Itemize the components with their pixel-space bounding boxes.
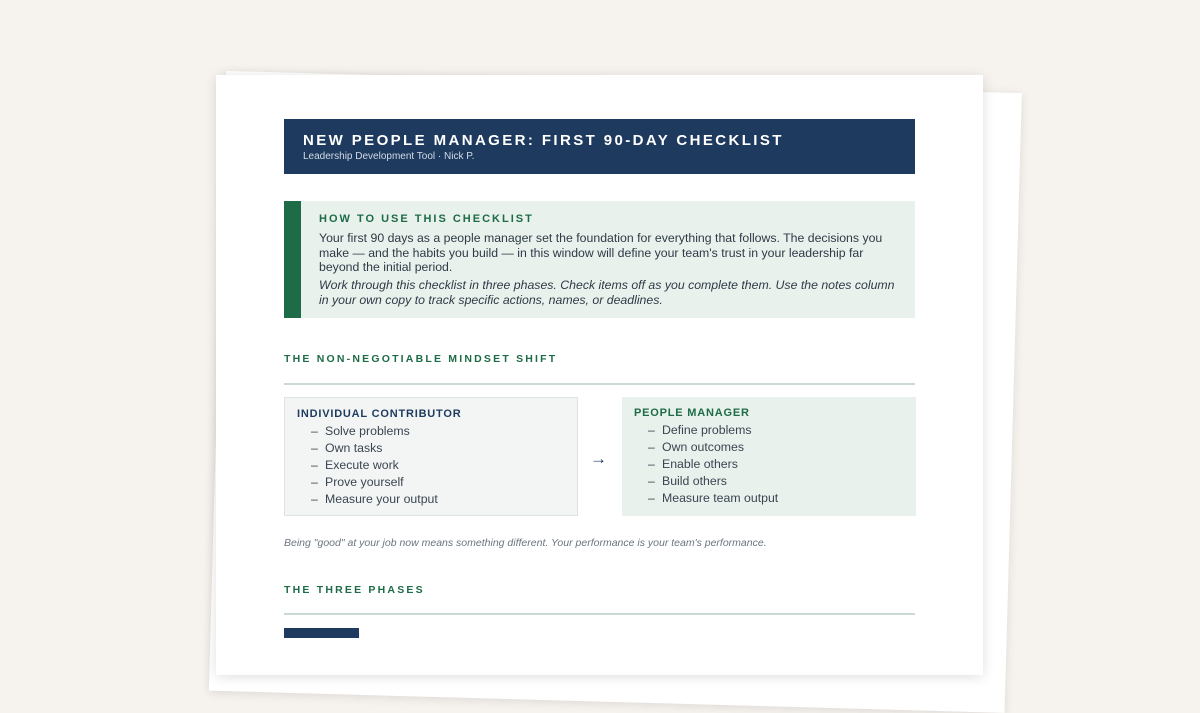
callout-heading: HOW TO USE THIS CHECKLIST [319, 213, 534, 225]
list-item: – Own outcomes [648, 440, 745, 454]
list-item: – Measure team output [648, 491, 779, 505]
document-header [284, 119, 915, 174]
mindset-section-heading: THE NON-NEGOTIABLE MINDSET SHIFT [284, 353, 558, 365]
list-item: – Measure your output [311, 492, 438, 506]
list-item: – Solve problems [311, 424, 410, 438]
document-title: NEW PEOPLE MANAGER: FIRST 90-DAY CHECKLIST [303, 132, 784, 149]
pm-list [648, 422, 778, 507]
callout-note: Work through this checklist in three phases. Check items off as you complete them. Use the notes column in your own copy to track specific actions, names, or deadlines. [319, 278, 895, 307]
document-subtitle: Leadership Development Tool · Nick P. [303, 151, 475, 162]
section-divider [284, 613, 915, 615]
right-arrow-icon: → [590, 449, 607, 468]
list-item: – Prove yourself [311, 475, 404, 489]
document-page [216, 75, 983, 675]
pm-box-title: PEOPLE MANAGER [634, 407, 750, 419]
list-item: – Build others [648, 474, 727, 488]
callout-body: Your first 90 days as a people manager set the foundation for everything that follows. The decisions you make — and the habits you build — in this window will define your team's trust in your leadership far beyond the initial period. [319, 231, 883, 275]
ic-box-title: INDIVIDUAL CONTRIBUTOR [297, 408, 462, 420]
list-item: – Own tasks [311, 441, 383, 455]
people-manager-box [622, 397, 916, 516]
section-divider [284, 383, 915, 385]
individual-contributor-box [284, 397, 578, 516]
mindset-footnote: Being "good" at your job now means something different. Your performance is your team's performance. [284, 537, 767, 549]
list-item: – Define problems [648, 423, 752, 437]
list-item: – Enable others [648, 457, 738, 471]
list-item: – Execute work [311, 458, 399, 472]
ic-list [311, 423, 438, 508]
phases-section-heading: THE THREE PHASES [284, 584, 425, 596]
how-to-use-callout [284, 201, 915, 318]
callout-accent-bar [284, 201, 301, 318]
